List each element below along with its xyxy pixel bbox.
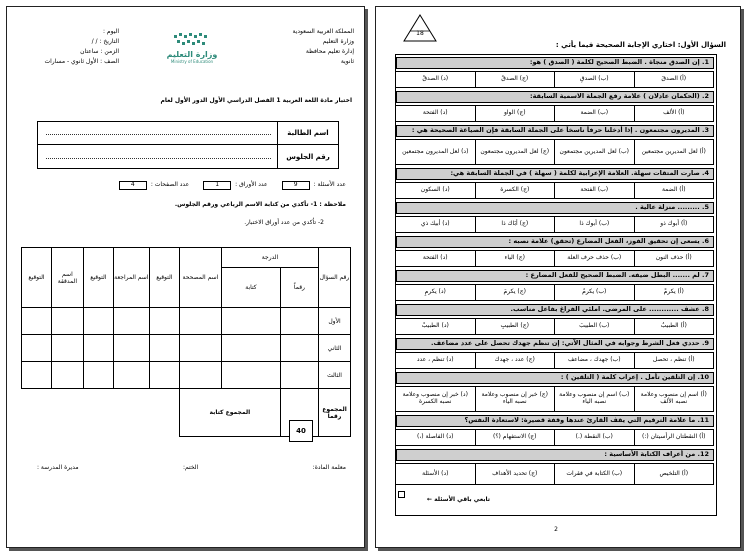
- logo-arabic: وزارة التعليم: [166, 50, 218, 59]
- question-item: 8. عشف ............ على المرضى. املئي الفراغ بفاعل مناسب.: [396, 304, 714, 316]
- header-country: المملكة العربية السعودية: [292, 28, 354, 35]
- option-d[interactable]: (د) لعل المديرون مجتمعين: [395, 139, 476, 165]
- option-a[interactable]: (أ) حذف النون: [634, 250, 715, 267]
- question-item: 7. لم ....... البطل ضيفه. الضبط الصحيح للفعل المضارع :: [396, 270, 714, 282]
- question-item: 3. المديرون مجتمعون . إذا أدخلنا حرفاً ناسخاً على الجملة السابقة فإن الصياغة الصحيحة هي :: [396, 125, 714, 137]
- option-a[interactable]: (أ) الضمة: [634, 182, 715, 199]
- question-item: 6. يسعى إن تحقيق الفوز، الفعل المضارع (تحقق) علامة نصبه :: [396, 236, 714, 248]
- score-value: 18: [416, 30, 424, 37]
- options-row: [396, 284, 714, 301]
- row-label-1: الأول: [319, 308, 351, 335]
- question-item: 2. (الحكمان عادلان ) علامة رفع الجملة الاسمية السابقة:: [396, 91, 714, 103]
- option-b[interactable]: (ب) أبوك ذا: [554, 216, 635, 233]
- question-item: 5. ......... منزلة عالية .: [396, 202, 714, 214]
- question-item: 12. من أعراف الكتابة الأساسية :: [396, 449, 714, 461]
- option-c[interactable]: (ج) لعل المديرون مجتمعون: [475, 139, 556, 165]
- option-c[interactable]: (ج) تحديد الأهداف: [475, 463, 556, 485]
- options-row: [396, 429, 714, 446]
- option-a[interactable]: (أ) يكرمْ: [634, 284, 715, 301]
- total-value: 40: [289, 420, 313, 442]
- option-d[interactable]: (د) الصدقْ: [395, 71, 476, 88]
- options-row: [396, 318, 714, 335]
- header-admin: إدارة تعليم محافظة: [305, 47, 354, 55]
- grades-table: [21, 247, 351, 437]
- principal-label: مديرة المدرسة :: [37, 464, 79, 471]
- options-row: [396, 352, 714, 369]
- question-1-title: السؤال الأول: اختاري الإجابة الصحيحة فيما يأتي :: [555, 41, 726, 49]
- option-c[interactable]: (ج) الاستفهام (؟): [475, 429, 556, 446]
- total-number-label: المجموع رقماً: [319, 389, 351, 437]
- exam-title: اختبار مادة اللغة العربية 1 الفصل الدراسي الأول الدور الأول لعام: [160, 97, 352, 104]
- option-d[interactable]: (د) الطبيبْ: [395, 318, 476, 335]
- option-d[interactable]: (د) تنظم ، عدد: [395, 352, 476, 369]
- options-row: [396, 463, 714, 485]
- date-label: التاريخ : / /: [91, 37, 119, 45]
- option-b[interactable]: (ب) اسم إن منصوب وعلامة نصبه الياء: [554, 386, 635, 412]
- option-c[interactable]: (ج) الصدقُ: [475, 71, 556, 88]
- page-number: 2: [554, 526, 558, 533]
- teacher-label: معلمة المادة:: [312, 464, 346, 471]
- option-a[interactable]: (أ) التلخيص: [634, 463, 715, 485]
- question-item: 9. حددي فعل الشرط وجوابه في المثال الآتي: إن تنظم جهدك تحصل على عدد مضاعف.: [396, 338, 714, 350]
- question-number-header: رقم السؤال: [319, 248, 351, 308]
- options-row: [396, 182, 714, 199]
- question-item: 11. ما علامة الترقيم التي يقف القارئ عندها وقفة قصيرة: لاستعادة النفس؟: [396, 415, 714, 427]
- option-a[interactable]: (أ) أبوك ذو: [634, 216, 715, 233]
- ministry-logo: [157, 31, 227, 64]
- time-label: الزمن : ساعتان: [80, 47, 119, 55]
- question-item: 4. صارت المتقات سهلة. العلامة الإعرابية لكلمة ( سهلة ) في الجملة السابقة هي:: [396, 168, 714, 180]
- continue-note: تابعي باقي الأسئلة ←: [427, 496, 490, 503]
- grade-number-header: رقماً: [280, 268, 318, 308]
- grade-header: الدرجة: [222, 248, 319, 268]
- pages-count: 4: [119, 181, 147, 190]
- option-c[interactable]: (ج) الواو: [475, 105, 556, 122]
- signature-header-1: التوقيع: [149, 248, 179, 308]
- option-d[interactable]: (د) السكون: [395, 182, 476, 199]
- option-b[interactable]: (ب) جهدك ، مضاعف: [554, 352, 635, 369]
- question-item: 1. إن الصدق منجاة . الضبط الصحيح لكلمة ( الصدق ) هو:: [396, 57, 714, 69]
- row-label-2: الثاني: [319, 335, 351, 362]
- option-b[interactable]: (ب) النقطة (.): [554, 429, 635, 446]
- option-b[interactable]: (ب) الفتحة: [554, 182, 635, 199]
- option-c[interactable]: (ج) عدد ، جهدك: [475, 352, 556, 369]
- options-row: [396, 105, 714, 122]
- option-a[interactable]: (أ) الصدقَ: [634, 71, 715, 88]
- stamp-label: الختم:: [183, 464, 199, 471]
- cover-page: [6, 6, 365, 548]
- seat-number-label: رقم الجلوس: [277, 145, 338, 168]
- option-a[interactable]: (أ) الطبيبُ: [634, 318, 715, 335]
- option-a[interactable]: (أ) لعل المديرين مجتمعين: [634, 139, 715, 165]
- option-c[interactable]: (ج) أبَاك ذا: [475, 216, 556, 233]
- option-c[interactable]: (ج) الكسرة: [475, 182, 556, 199]
- seat-number-field[interactable]: [46, 158, 271, 159]
- note-2: 2- تأكدي من عدد أوراق الاختبار.: [244, 219, 324, 226]
- checker-name-header: اسم المدققة: [51, 248, 83, 308]
- option-a[interactable]: (أ) النقطتان الرأسيتان (:): [634, 429, 715, 446]
- total-text-label: المجموع كتابة: [179, 389, 280, 437]
- option-b[interactable]: (ب) يكرمُ: [554, 284, 635, 301]
- option-c[interactable]: (ج) يكرمَ: [475, 284, 556, 301]
- corrector-name-header: اسم المصححة: [179, 248, 221, 308]
- papers-count-label: عدد الأوراق :: [235, 181, 268, 188]
- papers-count: 1: [203, 181, 231, 190]
- logo-mark-icon: [172, 31, 212, 47]
- options-row: [396, 71, 714, 88]
- grade-text-header: كتابة: [222, 268, 281, 308]
- option-d[interactable]: (د) الفتحة: [395, 250, 476, 267]
- pages-count-label: عدد الصفحات :: [150, 181, 190, 188]
- questions-page: [375, 6, 741, 548]
- header-right: [244, 29, 354, 66]
- student-info-box: [37, 121, 339, 169]
- option-d[interactable]: (د) الفتحة: [395, 105, 476, 122]
- questions-count: 9: [282, 181, 310, 190]
- logo-english: Ministry of Education: [170, 59, 214, 64]
- signature-header-3: التوقيع: [22, 248, 52, 308]
- question-item: 10. إن التلقين تأمل . إعراب كلمة ( التلقين ) :: [396, 372, 714, 384]
- row-label-3: الثالث: [319, 362, 351, 389]
- header-school: ثانوية: [340, 57, 354, 65]
- day-label: اليوم :: [102, 28, 119, 35]
- options-row: [396, 139, 714, 165]
- option-a[interactable]: (أ) اسم إن منصوب وعلامة نصبه الألف: [634, 386, 715, 412]
- option-a[interactable]: (أ) الألف: [634, 105, 715, 122]
- option-d[interactable]: (د) أبيك ذي: [395, 216, 476, 233]
- option-c[interactable]: (ج) خبر إن منصوب وعلامة نصبه الياء: [475, 386, 556, 412]
- options-row: [396, 386, 714, 412]
- option-b[interactable]: (ب) الصدقِ: [554, 71, 635, 88]
- options-row: [396, 250, 714, 267]
- questions-count-label: عدد الأسئلة :: [313, 181, 346, 188]
- option-d[interactable]: (د) خبر إن منصوب وعلامة نصبه الكسرة: [395, 386, 476, 412]
- student-name-field[interactable]: [46, 134, 271, 135]
- counts-row: [26, 181, 346, 190]
- signature-header-2: التوقيع: [83, 248, 113, 308]
- student-name-label: اسم الطالبة: [277, 122, 338, 145]
- option-b[interactable]: (ب) الطبيبَ: [554, 318, 635, 335]
- option-c[interactable]: (ج) الطبيبِ: [475, 318, 556, 335]
- class-label: الصف : الأول ثانوي - مسارات: [44, 57, 119, 65]
- option-d[interactable]: (د) الأسئلة: [395, 463, 476, 485]
- reviewer-name-header: اسم المراجعة: [113, 248, 149, 308]
- option-b[interactable]: (ب) حذف حرف العلة: [554, 250, 635, 267]
- option-b[interactable]: (ب) الكتابة في فقرات: [554, 463, 635, 485]
- note-1: ملاحظة : 1- تأكدي من كتابة الاسم الرباعي ورقم الجلوس.: [174, 201, 346, 208]
- header-ministry: وزارة التعليم: [322, 37, 354, 45]
- option-b[interactable]: (ب) لعل المديرين مجتمعون: [554, 139, 635, 165]
- option-c[interactable]: (ج) الياء: [475, 250, 556, 267]
- option-b[interactable]: (ب) الضمة: [554, 105, 635, 122]
- option-a[interactable]: (أ) تنظم ، تحصل: [634, 352, 715, 369]
- option-d[interactable]: (د) يكرمِ: [395, 284, 476, 301]
- option-d[interactable]: (د) الفاصلة (،): [395, 429, 476, 446]
- options-row: [396, 216, 714, 233]
- score-triangle-icon: [402, 13, 438, 43]
- header-left: [19, 29, 119, 66]
- checkbox-icon: [398, 491, 405, 498]
- divider: [38, 144, 278, 145]
